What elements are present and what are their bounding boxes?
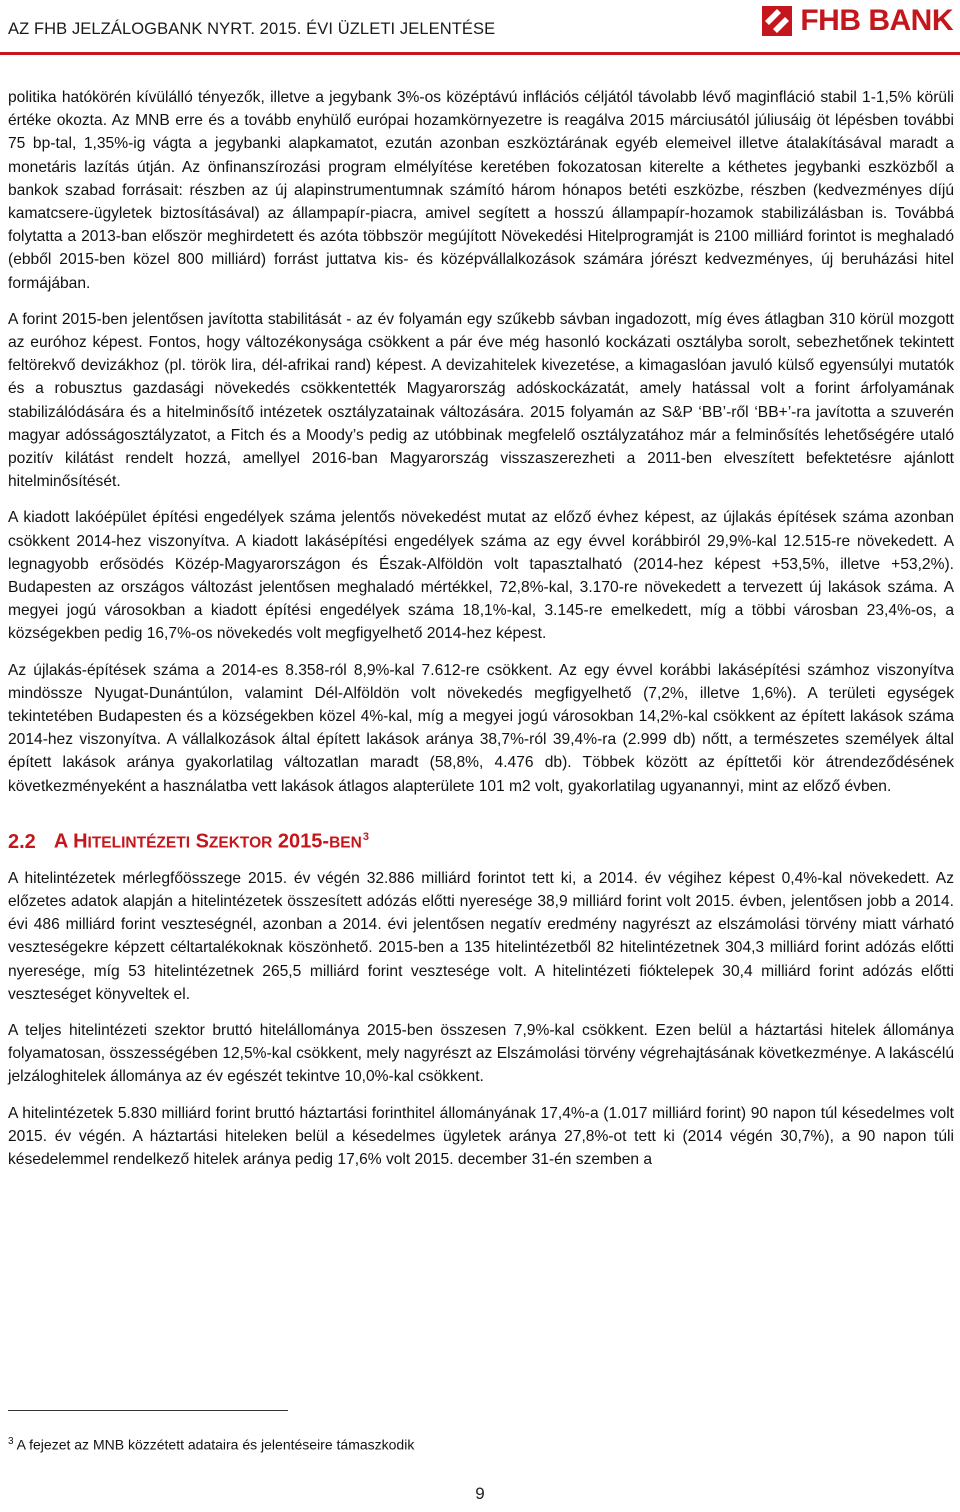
report-title: AZ FHB JELZÁLOGBANK NYRT. 2015. ÉVI ÜZLETI JELENTÉSE bbox=[8, 20, 496, 38]
section-title-part: S bbox=[195, 830, 209, 853]
section-title-part: A bbox=[53, 830, 68, 853]
section-paragraph: A hitelintézetek 5.830 milliárd forint bruttó háztartási forinthitel állományának 17,4%-a (1.017 milliárd forint) 90 napon túl késedelmes volt 2015. év végén. A háztartási hiteleken belül a késedelmes ügyletek aránya 27,8%-ot tett ki (2014 végén 30,7%), a 90 napon túli késedelemmel rendelkező hitelek aránya pedig 17,6% volt 2015. december 31-én szemben a bbox=[8, 1104, 954, 1168]
footnote bbox=[8, 1436, 414, 1453]
section-title-part: BEN bbox=[329, 834, 362, 852]
section-paragraph: A teljes hitelintézeti szektor bruttó hitelállománya 2015-ben összesen 7,9%-kal csökkent. Ezen belül a háztartási hitelek állománya folyamatosan, összességében 12,5%-kal csökkent, mely nagyrészt az Elszámolási törvény végrehajtásának következménye. A lakáscélú jelzáloghitelek állománya az év egészét tekintve 10,0%-kal csökkent. bbox=[8, 1021, 954, 1086]
footnote-divider bbox=[8, 1410, 288, 1411]
fhb-logo-mark-icon bbox=[762, 6, 792, 36]
section-title-part: H bbox=[73, 830, 88, 853]
body-paragraph: Az újlakás-építések száma a 2014-es 8.358-ról 8,9%-kal 7.612-re csökkent. Az egy évvel korábbi lakásépítési számhoz viszonyítva mindössze Nyugat-Dunántúlon, valamint Dél-Alföldön volt növekedés megfigyelhető (7,2%, illetve 1,6%). A területi egységek tekintetében Budapesten és a községekben közel 4%-kal, míg a megyei jogú városokban 14,2%-kal csökkent az épített lakások száma 2014-hez viszonyítva. A vállalkozások által épített lakások aránya 38,7%-ról 39,4%-ra (2.999 db) nőtt, a természetes személyek által épített lakások aránya gyakorlatilag változatlan maradt (58,8%, 4.476 db). Többek között az építtetői kör átrendeződésének következményeként a használatba vett lakások átlagos alapterülete 101 m2 volt, gyakorlatilag ugyanannyi, mint az előző évben. bbox=[8, 661, 954, 795]
footnote-text: A fejezet az MNB közzétett adataira és jelentéseire támaszkodik bbox=[13, 1436, 415, 1453]
fhb-bank-logo bbox=[762, 4, 953, 38]
section-title bbox=[54, 826, 369, 855]
body-paragraph: A forint 2015-ben jelentősen javította stabilitását - az év folyamán egy szűkebb sávban ingadozott, míg éves átlagban 310 körül mozgott az euróhoz képest. Fontos, hogy változékonysága csökkent a pár éve még hasonló kockázati osztályba sorolt, sebezhetőnek tekintett feltörekvő devizákhoz (pl. török lira, dél-afrikai rand) képest. A devizahitelek kivezetése, a kimagaslóan javuló külső egyensúlyi mutatók és a robusztus gazdasági növekedés csökkentették Magyarország adóskockázatát, amely hatással volt a forint árfolyamának stabilizálódására és a hitelminősítő intézetek osztályzatainak változására. 2015 folyamán az S&P ‘BB’-ről ‘BB+’-ra javította a szuverén magyar adósságosztályzatot, a Fitch és a Moody’s pedig az utóbbinak megfelelő osztályzatához már a felminősítés lehetőségére utaló pozitív kilátást rendelt hozzá, amellyel 2016-ban Magyarország visszaszerezheti a 2011-ben elveszített befektetésre ajánlott hitelminősítését. bbox=[8, 310, 954, 491]
body-paragraph: A kiadott lakóépület építési engedélyek száma jelentős növekedést mutat az előző évhez képest, az újlakás építések száma azonban csökkent 2014-hez viszonyítva. A kiadott lakásépítési engedélyek száma az egy évvel korábbiról 29,9%-kal 12.515-re növekedett. A legnagyobb erősödés Közép-Magyarországon és Észak-Alföldön volt tapasztalható (2014-hez képest +53,5%, illetve +53,2%). Budapesten az országos változást jelentősen meghaladó mértékkel, 72,8%-kal, 3.170-re növekedett a tervezett új lakások száma. A megyei jogú városokban a kiadott építési engedélyek száma 18,1%-kal, 3.145-re emelkedett, míg a többi városban 23,4%-os, a községekben pedig 16,7%-os növekedés volt megfigyelhető 2014-hez képest. bbox=[8, 509, 954, 643]
page-number: 9 bbox=[475, 1484, 485, 1503]
body-paragraph: politika hatókörén kívülálló tényezők, illetve a jegybank 3%-os középtávú inflációs céljától távolabb lévő maginfláció stabil 1-1,5% körüli értéke okozta. Az MNB erre és a tovább enyhülő európai hozamkörnyezetre is reagálva 2015 márciusától júliusáig öt lépésben további 75 bp-tal, 1,35%-ig vágta a jegybanki alapkamatot, ezután azonban eszköztárának egyéb elemeivel illetve átalakításával maradt a monetáris lazítás útján. Az önfinanszírozási program elmélyítése keretében fokozatosan kiterelte a kéthetes jegybanki eszközből a bankok szabad forrásait: részben az új alapinstrumentumnak számító három hónapos betéti eszközbe, részben (kedvezményes díjú kamatcsere-ügyletek biztosításával) az állampapír-piacra, amivel segített a hosszú állampapír-hozamok stabilizálásban is. Továbbá folytatta a 2013-ban először meghirdetett és azóta többször megújított Növekedési Hitelprogramját is 2100 milliárd forintot is meghaladó (ebből 2015-ben közel 800 milliárd) forrást juttatva kis- és középvállalkozások számára jórészt kedvezményes, új beruházási hitel formájában. bbox=[8, 89, 954, 292]
footnote-number: 3 bbox=[8, 1436, 14, 1447]
logo-text: FHB BANK bbox=[800, 4, 953, 37]
header-divider bbox=[0, 52, 960, 55]
section-paragraph: A hitelintézetek mérlegfőösszege 2015. év végén 32.886 milliárd forintot tett ki, a 2014. év végihez képest 0,4%-kal növekedett. Az előzetes adatok alapján a hitelintézetek összesített adózás előtti nyeresége 38,9 milliárd forint volt 2015. évben, jelentősen jobb a 2014. évi 486 milliárd forint veszteségnél, azonban a 2014. évi jelentősen negatív eredmény nagyrészt az elszámolási törvény miatt várható veszteségekre képzett céltartalékoknak köszönhető. 2015-ben a 135 hitelintézetből 82 hitelintézetnek 304,3 milliárd forint adózás előtti nyeresége, míg 53 hitelintézetnek 265,5 milliárd forint vesztesége volt. A hitelintézeti fióktelepek 30,4 milliárd forint adózás előtti veszteséget könyveltek el. bbox=[8, 869, 954, 1003]
section-number: 2.2 bbox=[8, 830, 36, 853]
section-title-part: ITELINTÉZETI bbox=[87, 834, 190, 852]
footnote-reference[interactable]: 3 bbox=[362, 830, 369, 843]
document-body bbox=[8, 86, 954, 1184]
section-heading bbox=[8, 826, 954, 855]
page-header bbox=[0, 0, 960, 54]
section-title-part: ZEKTOR bbox=[208, 834, 273, 852]
section-title-part: 2015- bbox=[277, 830, 330, 853]
